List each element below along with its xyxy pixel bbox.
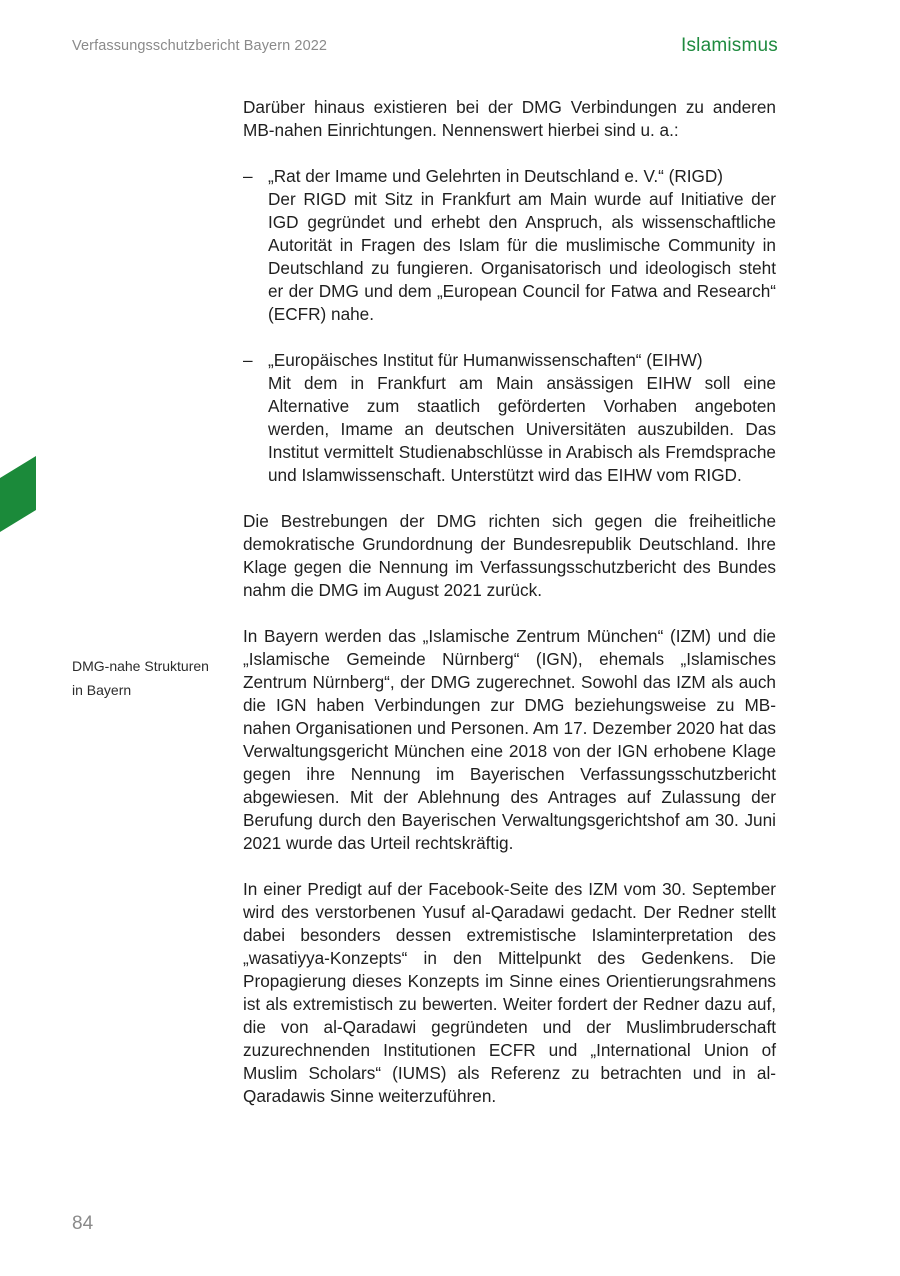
running-header-title: Verfassungsschutzbericht Bayern 2022 [72,38,328,54]
chapter-tab-marker [0,456,36,532]
list-item-body: Mit dem in Frankfurt am Main ansässigen EIHW soll eine Alternative zum staatlich geförderten Vorhaben angeboten werden, Imame an deutschen Universitäten auszubilden. Das Institut vermittelt Studienabschlüsse in Arabisch als Fremdsprache und Islamwissenschaft. Unterstützt wird das EIHW vom RIGD. [268,373,776,485]
margin-note: DMG-nahe Strukturen in Bayern [72,658,209,698]
section-title: Islamismus [680,35,778,56]
list-dash: – [243,350,253,370]
list-item-title: „Europäisches Institut für Humanwissenschaften“ (EIHW) [268,350,703,370]
page-number: 84 [72,1213,94,1234]
paragraph-predigt: In einer Predigt auf der Facebook-Seite des IZM vom 30. September wird des verstorbenen Yusuf al-Qaradawi gedacht. Der Redner stellt dabei besonders dessen extremistische Islaminterpretation des „wasatiyya-Konzepts“ in den Mittelpunkt des Gedenkens. Die Propagierung dieses Konzepts im Sinne eines Orientierungsrahmens ist als extremistisch zu bewerten. Weiter fordert der Redner dazu auf, die von al-Qaradawi gegründeten und der Muslimbruderschaft zuzurechnenden Institutionen ECFR und „International Union of Muslim Scholars“ (IUMS) als Referenz zu betrachten und in al-Qaradawis Sinne weiterzuführen. [243,879,776,1106]
main-text [243,96,776,1108]
list-item-body: Der RIGD mit Sitz in Frankfurt am Main wurde auf Initiative der IGD gegründet und erhebt den Anspruch, als wissenschaftliche Autorität in Fragen des Islam für die muslimische Community in Deutschland zu fungieren. Organisatorisch und ideologisch steht er der DMG und dem „European Council for Fatwa and Research“ (ECFR) nahe. [268,189,776,324]
list-item [243,349,776,487]
chapter-tab-shape [0,456,36,532]
paragraph-bayern: In Bayern werden das „Islamische Zentrum München“ (IZM) und die „Islamische Gemeinde Nürnberg“ (IGN), ehemals „Islamisches Zentrum Nürnberg“, der DMG zugerechnet. Sowohl das IZM als auch die IGN haben Verbindungen zur DMG beziehungsweise zu MB-nahen Organisationen und Personen. Am 17. Dezember 2020 hat das Verwaltungsgericht München eine 2018 von der IGN erhobene Klage gegen ihre Nennung im Bayerischen Verfassungsschutzbericht abgewiesen. Mit der Ablehnung des Antrages auf Zulassung der Berufung durch den Bayerischen Verwaltungsgerichtshof am 30. Juni 2021 wurde das Urteil rechtskräftig. [243,626,776,853]
intro-paragraph: Darüber hinaus existieren bei der DMG Verbindungen zu anderen MB-nahen Einrichtungen. Nennenswert hierbei sind u. a.: [243,97,776,140]
list-item [243,165,776,326]
list-item-title: „Rat der Imame und Gelehrten in Deutschland e. V.“ (RIGD) [268,166,724,186]
list-dash: – [243,166,253,186]
paragraph-dmg-bestrebungen: Die Bestrebungen der DMG richten sich gegen die freiheitliche demokratische Grundordnung der Bundesrepublik Deutschland. Ihre Klage gegen die Nennung im Verfassungsschutzbericht des Bundes nahm die DMG im August 2021 zurück. [243,511,776,600]
